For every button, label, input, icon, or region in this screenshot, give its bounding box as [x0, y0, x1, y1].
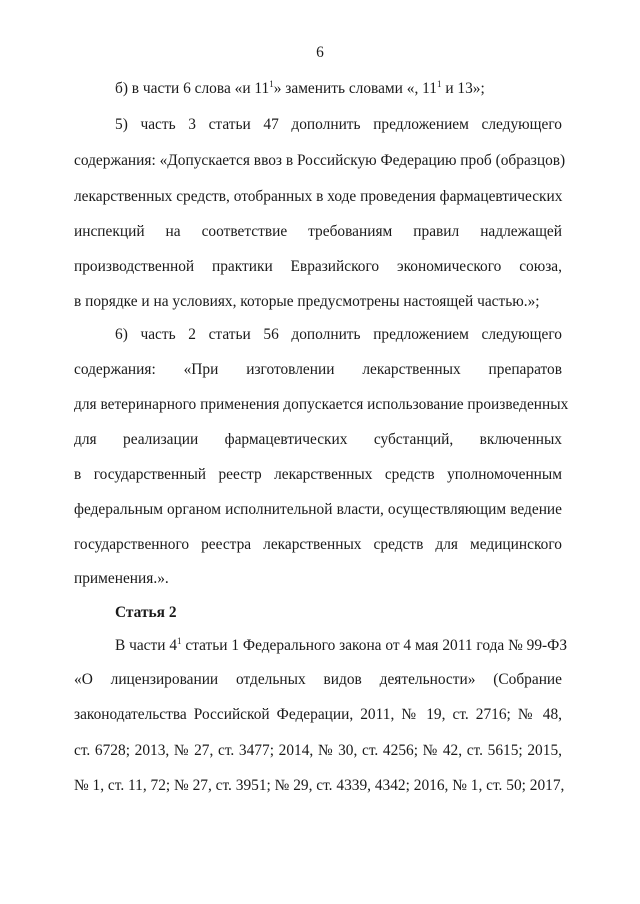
article-2-text-1: В части 4 [115, 637, 178, 654]
page-number: 6 [316, 44, 324, 61]
article-2-first-line [115, 635, 568, 657]
item-5-line: лекарственных средств, отобранных в ходе проведения фармацевтических [74, 188, 563, 205]
item-b-sup-2: 1 [436, 79, 442, 89]
item-b-text-2: » заменить словами «, 11 [273, 80, 437, 97]
item-5-line: содержания: «Допускается ввоз в Российскую Федерацию проб (образцов) [74, 152, 566, 169]
article-2-line: № 1, ст. 11, 72; № 27, ст. 3951; № 29, ст. 4339, 4342; 2016, № 1, ст. 50; 2017, [74, 777, 565, 794]
item-6-line: федеральным органом исполнительной власти, осуществляющим ведение [74, 501, 562, 518]
item-5-line: инспекций на соответствие требованиям правил надлежащей [74, 223, 562, 240]
item-6-line: применения.». [74, 570, 169, 587]
item-5-line: 5) часть 3 статьи 47 дополнить предложением следующего [115, 116, 562, 133]
item-b-line [115, 78, 562, 100]
article-2-line: «О лицензировании отдельных видов деятельности» (Собрание [74, 671, 562, 688]
item-6-line: содержания: «При изготовлении лекарственных препаратов [74, 361, 562, 378]
item-6-line: для ветеринарного применения допускается использование произведенных [74, 396, 569, 413]
item-6-line: в государственный реестр лекарственных средств уполномоченным [74, 466, 562, 483]
article-heading: Статья 2 [115, 604, 177, 621]
item-6-line: государственного реестра лекарственных средств для медицинского [74, 536, 562, 553]
article-2-sup: 1 [177, 636, 182, 646]
article-2-line: ст. 6728; 2013, № 27, ст. 3477; 2014, № 30, ст. 4256; № 42, ст. 5615; 2015, [74, 742, 562, 759]
article-2-line: законодательства Российской Федерации, 2011, № 19, ст. 2716; № 48, [74, 706, 562, 723]
item-b-sup-1: 1 [269, 79, 274, 89]
item-b-text-3: и 13»; [441, 80, 485, 97]
item-5-line: производственной практики Евразийского экономического союза, [74, 258, 562, 275]
item-6-line: 6) часть 2 статьи 56 дополнить предложением следующего [115, 326, 562, 343]
item-b-text-1: б) в части 6 слова «и 11 [115, 80, 270, 97]
item-6-line: для реализации фармацевтических субстанций, включенных [74, 431, 562, 448]
item-5-line: в порядке и на условиях, которые предусмотрены настоящей частью.»; [74, 293, 540, 310]
article-2-text-2: статьи 1 Федерального закона от 4 мая 2011 года № 99-ФЗ [181, 637, 568, 654]
